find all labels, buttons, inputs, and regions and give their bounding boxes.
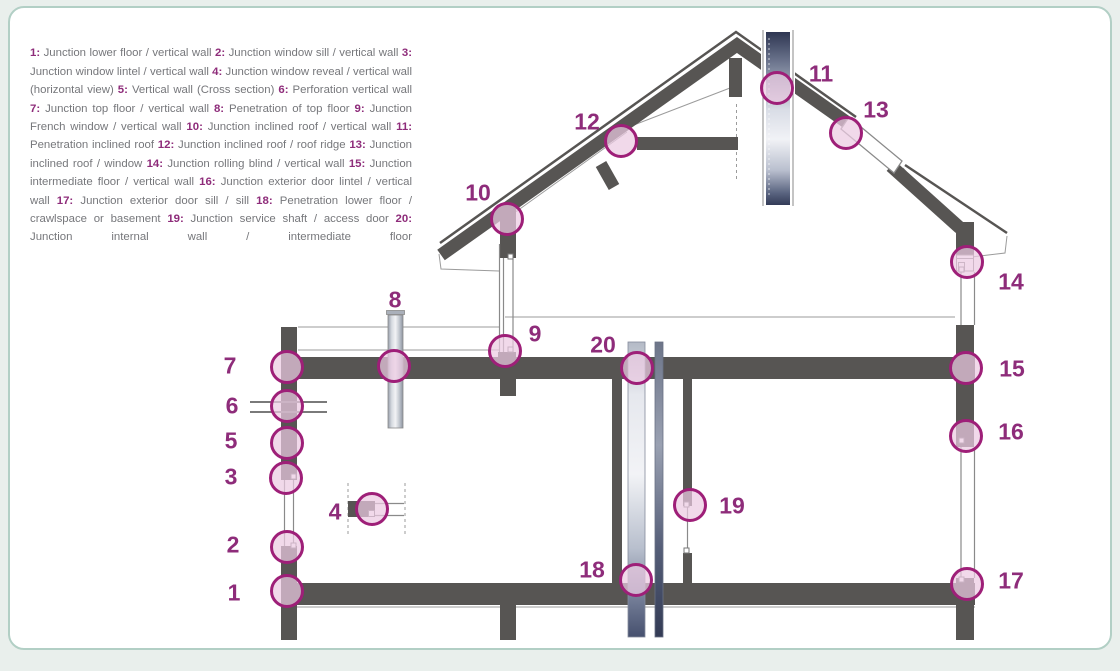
junction-circle-12 xyxy=(604,124,638,158)
junction-number-19: 19 xyxy=(719,492,745,519)
legend-number: 8: xyxy=(213,102,225,115)
legend-number: 15: xyxy=(348,157,366,170)
legend-number: 6: xyxy=(278,84,289,97)
junction-circle-5 xyxy=(270,426,304,460)
junction-circle-19 xyxy=(673,488,707,522)
junction-number-4: 4 xyxy=(328,498,342,525)
junction-number-6: 6 xyxy=(225,392,239,419)
junction-circle-2 xyxy=(270,530,304,564)
legend-number: 10: xyxy=(186,121,203,134)
junction-circle-11 xyxy=(760,71,794,105)
junction-number-8: 8 xyxy=(388,286,402,313)
legend-number: 11: xyxy=(396,121,412,134)
junction-number-16: 16 xyxy=(998,418,1024,445)
junction-number-9: 9 xyxy=(528,320,542,347)
junction-number-18: 18 xyxy=(579,556,605,583)
legend-number: 13: xyxy=(349,139,366,152)
junction-number-11: 11 xyxy=(808,60,834,87)
junction-circle-8 xyxy=(377,349,411,383)
legend-number: 16: xyxy=(199,176,216,189)
junction-number-13: 13 xyxy=(863,96,889,123)
junction-number-20: 20 xyxy=(590,331,616,358)
legend-number: 1: xyxy=(30,47,41,60)
legend-number: 2: xyxy=(214,47,226,60)
legend-number: 5: xyxy=(117,84,128,97)
legend-number: 9: xyxy=(354,102,365,115)
junction-circle-14 xyxy=(950,245,984,279)
junction-number-5: 5 xyxy=(224,427,238,454)
junction-circle-7 xyxy=(270,350,304,384)
junction-number-12: 12 xyxy=(574,108,600,135)
junction-circle-4 xyxy=(355,492,389,526)
junction-circle-16 xyxy=(949,419,983,453)
junction-circle-6 xyxy=(270,389,304,423)
legend-number: 7: xyxy=(30,102,41,115)
junction-number-17: 17 xyxy=(998,567,1024,594)
legend-number: 4: xyxy=(212,65,223,78)
junction-circle-20 xyxy=(620,351,654,385)
junction-circle-13 xyxy=(829,116,863,150)
junction-number-14: 14 xyxy=(998,268,1024,295)
legend-number: 20: xyxy=(395,213,412,226)
junction-circle-3 xyxy=(269,461,303,495)
junction-circle-18 xyxy=(619,563,653,597)
legend-number: 14: xyxy=(146,157,164,170)
legend-number: 18: xyxy=(256,194,273,207)
junction-circle-17 xyxy=(950,567,984,601)
junction-number-7: 7 xyxy=(223,352,237,379)
junction-number-1: 1 xyxy=(227,579,241,606)
legend-text: 1: Junction lower floor / vertical wall 2: Junction window sill / vertical wall 3: Junction window lintel / vertical wall 4: Junction window reveal / vertical wall (horizontal view) 5: Vertical wall (Cross section) 6: Perforation vertical wall 7: Junction top floor / vertical wall 8: Penetration of top floor 9: Junction French window / vertical wall 10: Junction inclined roof / vertical wall 11: Penetration inclined roof 12: Junction inclined roof / roof ridge 13: Junction inclined roof / window 14: Junction rolling blind / vertical wall 15: Junction intermediate floor / vertical wall 16: Junction exterior door lintel / vertical wall 17: Junction exterior door sill / sill 18: Penetration lower floor / crawlspace or basement 19: Junction service shaft / access door 20: Junction internal wall / intermediate floor xyxy=(30,47,413,244)
junction-number-3: 3 xyxy=(224,463,238,490)
legend-number: 3: xyxy=(401,47,412,60)
junction-number-10: 10 xyxy=(465,179,491,206)
legend-number: 17: xyxy=(56,194,74,207)
junction-number-2: 2 xyxy=(226,531,240,558)
junction-circle-9 xyxy=(488,334,522,368)
junction-circle-1 xyxy=(270,574,304,608)
junction-number-15: 15 xyxy=(999,355,1025,382)
junction-circle-15 xyxy=(949,351,983,385)
junction-circle-10 xyxy=(490,202,524,236)
legend-number: 19: xyxy=(167,213,184,226)
legend-number: 12: xyxy=(157,139,175,152)
